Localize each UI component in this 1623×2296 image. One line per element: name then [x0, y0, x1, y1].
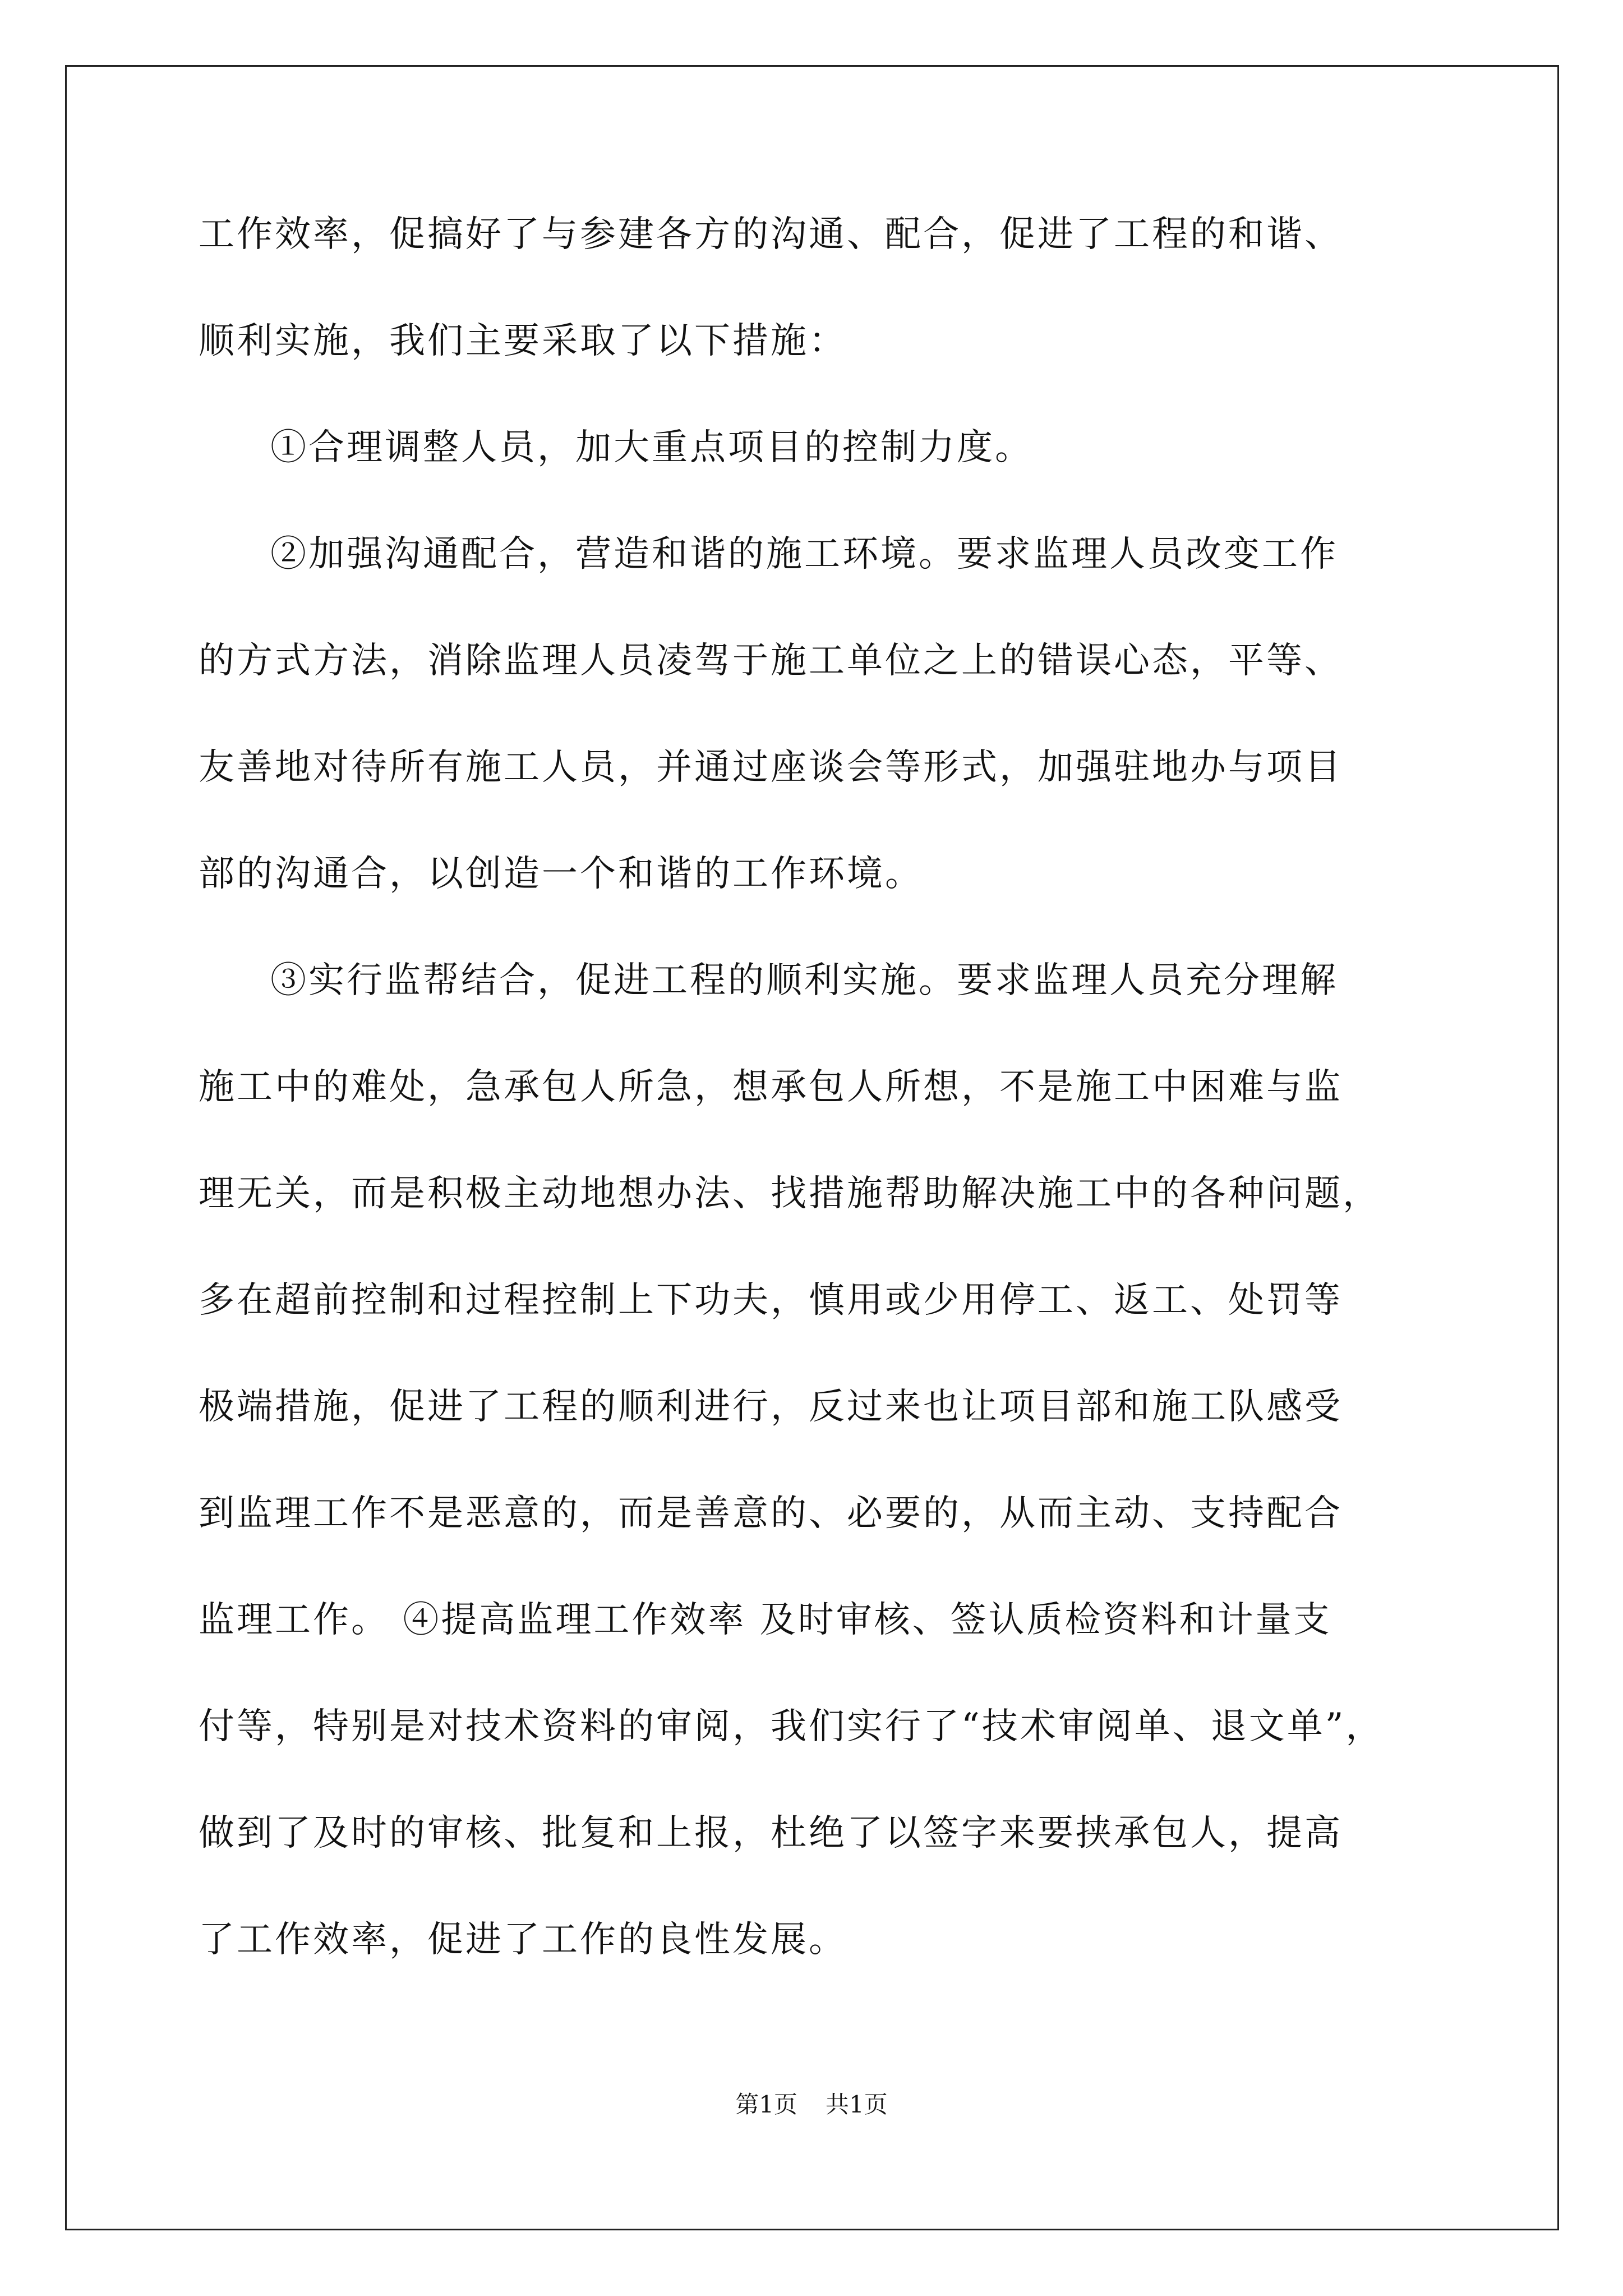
text-line: 监理工作。 ④提高监理工作效率 及时审核、签认质检资料和计量支: [199, 1599, 1332, 1641]
text-line: 理无关，而是积极主动地想办法、找措施帮助解决施工中的各种问题，: [199, 1173, 1381, 1214]
text-line: ③实行监帮结合，促进工程的顺利实施。要求监理人员充分理解: [270, 960, 1338, 1001]
text-line: 部的沟通合，以创造一个和谐的工作环境。: [199, 853, 923, 895]
document-body: [199, 212, 1438, 2024]
text-line: 极端措施，促进了工程的顺利进行，反过来也让项目部和施工队感受: [199, 1386, 1343, 1428]
page-number: 第1页: [735, 2091, 797, 2118]
page-footer: [0, 2091, 1623, 2119]
text-line: 了工作效率，促进了工作的良性发展。: [199, 1919, 847, 1961]
text-line: 工作效率，促搞好了与参建各方的沟通、配合，促进了工程的和谐、: [199, 214, 1343, 255]
text-line: 做到了及时的审核、批复和上报，杜绝了以签字来要挟承包人，提高: [199, 1812, 1343, 1854]
text-line: 的方式方法，消除监理人员凌驾于施工单位之上的错误心态，平等、: [199, 640, 1343, 682]
text-line: 顺利实施，我们主要采取了以下措施：: [199, 320, 847, 362]
text-line: 多在超前控制和过程控制上下功夫，慎用或少用停工、返工、处罚等: [199, 1280, 1343, 1321]
text-line: 施工中的难处，急承包人所急，想承包人所想，不是施工中困难与监: [199, 1066, 1343, 1108]
page-total: 共1页: [826, 2091, 888, 2118]
text-line: 友善地对待所有施工人员，并通过座谈会等形式，加强驻地办与项目: [199, 747, 1343, 788]
text-line: 付等，特别是对技术资料的审阅，我们实行了“技术审阅单、退文单”，: [199, 1706, 1384, 1747]
text-line: ①合理调整人员，加大重点项目的控制力度。: [270, 427, 1033, 468]
text-line: 到监理工作不是恶意的，而是善意的、必要的，从而主动、支持配合: [199, 1493, 1343, 1534]
text-line: ②加强沟通配合，营造和谐的施工环境。要求监理人员改变工作: [270, 533, 1338, 575]
